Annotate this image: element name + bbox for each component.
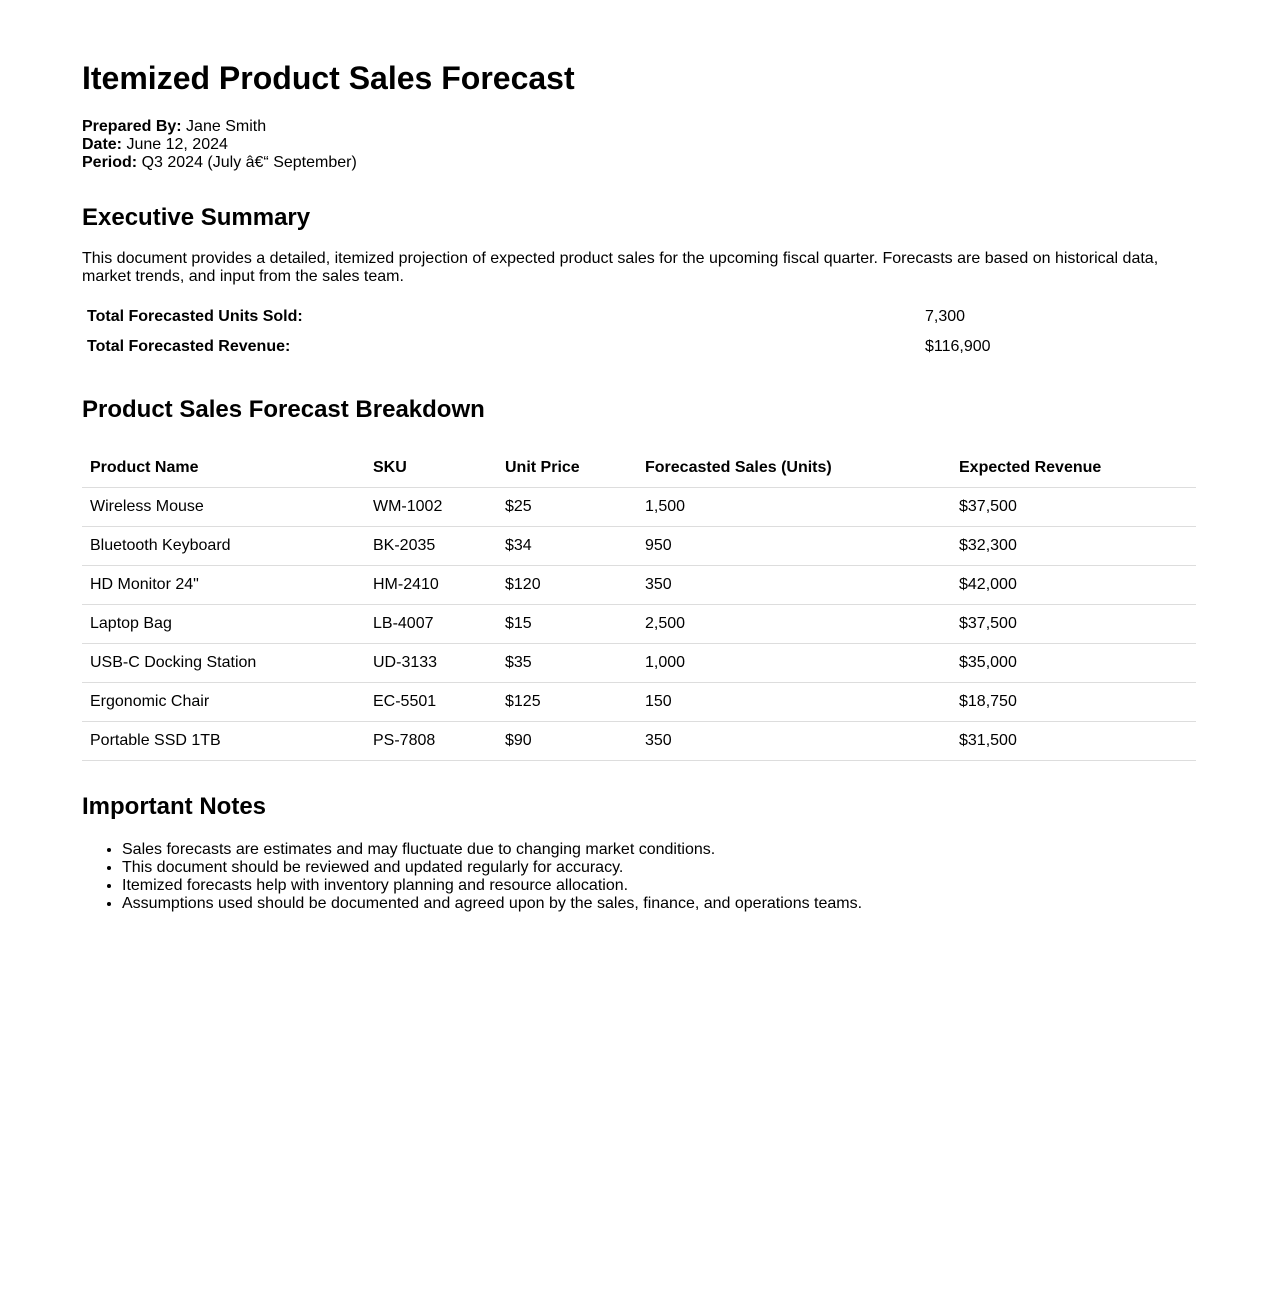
unit-price-cell: $90 [497, 722, 637, 761]
expected-revenue-cell: $32,300 [951, 527, 1196, 566]
forecasted-sales-cell: 2,500 [637, 605, 951, 644]
list-item: • Sales forecasts are estimates and may fluctuate due to changing market conditions. [122, 841, 1196, 859]
executive-summary-heading: Executive Summary [82, 204, 311, 231]
table-row [82, 683, 1196, 722]
sku-cell: PS-7808 [365, 722, 497, 761]
expected-revenue-cell: $37,500 [951, 488, 1196, 527]
unit-price-cell: $125 [497, 683, 637, 722]
expected-revenue-cell: $37,500 [951, 605, 1196, 644]
unit-price-cell: $34 [497, 527, 637, 566]
unit-price-cell: $120 [497, 566, 637, 605]
forecasted-sales-cell: 150 [637, 683, 951, 722]
product-name-cell: Wireless Mouse [82, 488, 365, 527]
total-revenue-label: Total Forecasted Revenue: [87, 338, 291, 355]
unit-price-cell: $35 [497, 644, 637, 683]
table-row [82, 644, 1196, 683]
forecasted-sales-cell: 1,500 [637, 488, 951, 527]
expected-revenue-cell: $35,000 [951, 644, 1196, 683]
sku-cell: HM-2410 [365, 566, 497, 605]
table-row [82, 527, 1196, 566]
expected-revenue-cell: $18,750 [951, 683, 1196, 722]
column-header-unit-price: Unit Price [497, 448, 637, 488]
date-label: Date: [82, 136, 123, 153]
total-revenue-value: $116,900 [925, 338, 991, 355]
list-item: • This document should be reviewed and updated regularly for accuracy. [122, 859, 1196, 877]
column-header-forecasted-sales: Forecasted Sales (Units) [637, 448, 951, 488]
total-units-row [82, 302, 1196, 332]
column-header-sku: SKU [365, 448, 497, 488]
table-row [82, 605, 1196, 644]
sku-cell: WM-1002 [365, 488, 497, 527]
unit-price-cell: $25 [497, 488, 637, 527]
product-name-cell: Portable SSD 1TB [82, 722, 365, 761]
table-row [82, 488, 1196, 527]
document-meta [82, 118, 1196, 172]
total-units-value: 7,300 [925, 308, 966, 325]
product-name-cell: USB-C Docking Station [82, 644, 365, 683]
sku-cell: EC-5501 [365, 683, 497, 722]
table-row [82, 722, 1196, 761]
forecasted-sales-cell: 350 [637, 566, 951, 605]
forecast-table [82, 448, 1196, 761]
list-item: • Itemized forecasts help with inventory planning and resource allocation. [122, 877, 1196, 895]
period-label: Period: [82, 154, 138, 171]
executive-summary-text: This document provides a detailed, itemized projection of expected product sales for the upcoming fiscal quarter. Forecasts are based on historical data, market trends, and input from the sales team. [82, 250, 1159, 285]
period-value: Q3 2024 (July â€“ September) [141, 154, 357, 171]
date-line [82, 136, 1196, 154]
list-item: • Assumptions used should be documented and agreed upon by the sales, finance, and operations teams. [122, 895, 1196, 913]
date-value: June 12, 2024 [126, 136, 228, 153]
sku-cell: LB-4007 [365, 605, 497, 644]
prepared-by-line [82, 118, 1196, 136]
forecasted-sales-cell: 950 [637, 527, 951, 566]
product-name-cell: Ergonomic Chair [82, 683, 365, 722]
forecasted-sales-cell: 350 [637, 722, 951, 761]
prepared-by-label: Prepared By: [82, 118, 182, 135]
product-name-cell: Bluetooth Keyboard [82, 527, 365, 566]
sku-cell: UD-3133 [365, 644, 497, 683]
column-header-product-name: Product Name [82, 448, 365, 488]
important-notes-heading: Important Notes [82, 793, 267, 820]
prepared-by-value: Jane Smith [186, 118, 267, 135]
notes-list [82, 841, 1196, 913]
table-header-row [82, 448, 1196, 488]
unit-price-cell: $15 [497, 605, 637, 644]
total-units-label: Total Forecasted Units Sold: [87, 308, 303, 325]
product-name-cell: Laptop Bag [82, 605, 365, 644]
sku-cell: BK-2035 [365, 527, 497, 566]
page-title: Itemized Product Sales Forecast [82, 60, 575, 96]
expected-revenue-cell: $42,000 [951, 566, 1196, 605]
forecasted-sales-cell: 1,000 [637, 644, 951, 683]
period-line [82, 154, 1196, 172]
column-header-expected-revenue: Expected Revenue [951, 448, 1196, 488]
totals-table [82, 302, 1196, 362]
total-revenue-row [82, 332, 1196, 362]
table-row [82, 566, 1196, 605]
product-name-cell: HD Monitor 24" [82, 566, 365, 605]
expected-revenue-cell: $31,500 [951, 722, 1196, 761]
breakdown-heading: Product Sales Forecast Breakdown [82, 396, 485, 423]
